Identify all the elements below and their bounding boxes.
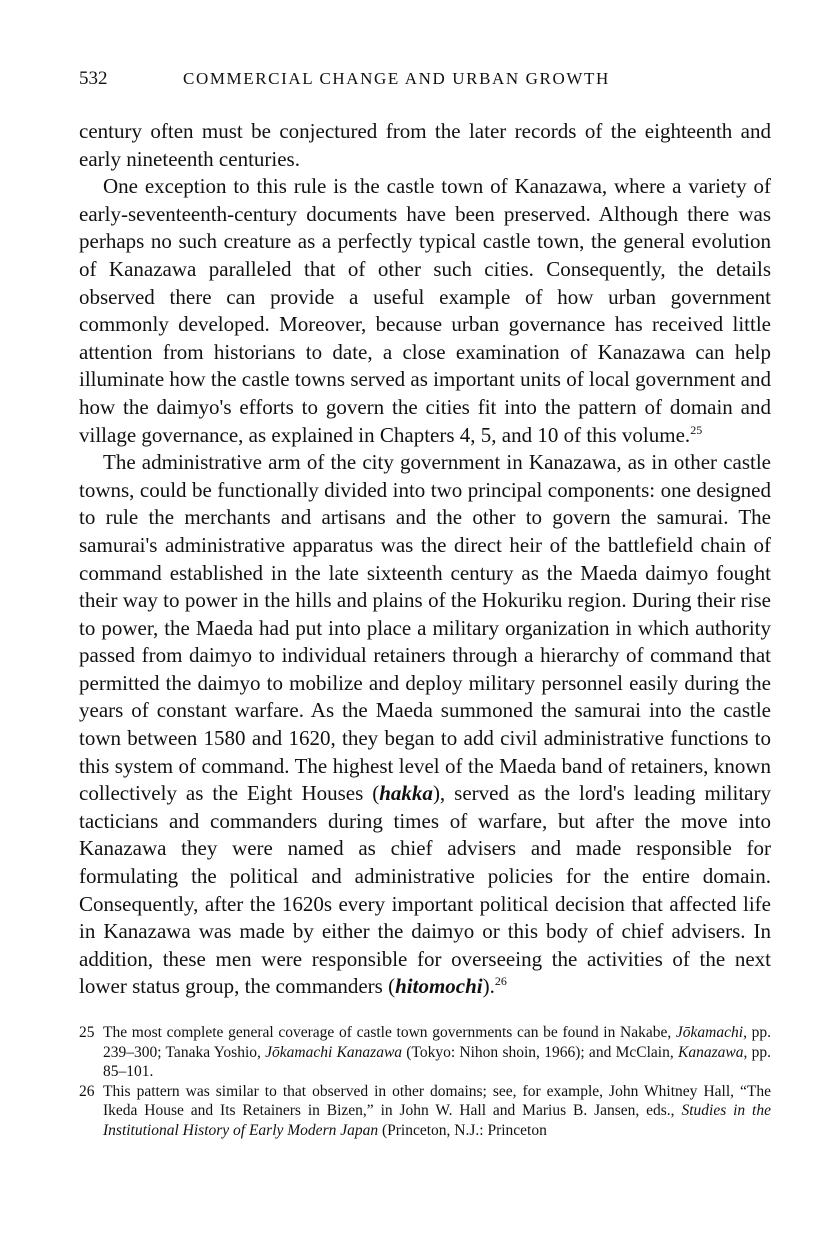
footnote-segment: (Tokyo: Nihon shoin, 1966); and McClain, xyxy=(402,1043,678,1061)
running-title: COMMERCIAL CHANGE AND URBAN GROWTH xyxy=(183,69,610,88)
paragraph-2 xyxy=(79,173,771,449)
footnote-segment: This pattern was similar to that observed in other domains; see, for example, John Whitney Hall, “The Ikeda House and Its Retainers in Bizen,” in John W. Hall and Marius B. Jansen, eds., xyxy=(103,1082,771,1119)
paragraph-text: century often must be conjectured from the later records of the eighteenth and early nineteenth centuries. xyxy=(79,119,771,171)
footnote-26 xyxy=(79,1082,771,1141)
footnote-number: 25 xyxy=(79,1024,95,1041)
term-hakka: hakka xyxy=(379,781,433,806)
footnote-title: Jōkamachi Kanazawa xyxy=(265,1043,403,1061)
term-hitomochi: hitomochi xyxy=(395,974,483,999)
paragraph-1 xyxy=(79,118,771,173)
footnote-segment: (Princeton, N.J.: Princeton xyxy=(378,1121,547,1139)
running-header xyxy=(79,68,771,98)
book-page xyxy=(79,68,771,1140)
footnote-title: Jōkamachi xyxy=(675,1024,744,1041)
paragraph-text: ), served as the lord's leading military tacticians and commanders during times of warfare, but after the move into Kanazawa they were named as chief advisers and made responsible for formulating the political and administrative policies for the entire domain. Consequently, after the 1620s every important political decision that affected life in Kanazawa was made by either the daimyo or this body of chief advisers. In addition, these men were responsible for overseeing the activities of the next lower status group, the commanders ( xyxy=(79,781,771,999)
paragraph-text: The administrative arm of the city government in Kanazawa, as in other castle towns, could be functionally divided into two principal components: one designed to rule the merchants and artisans and the other to govern the samurai. The samurai's administrative apparatus was the direct heir of the battlefield chain of command established in the late sixteenth century as the Maeda daimyo fought their way to power in the hills and plains of the Hokuriku region. During their rise to power, the Maeda had put into place a military organization in which authority passed from daimyo to individual retainers through a hierarchy of command that permitted the daimyo to mobilize and deploy military personnel easily during the years of constant warfare. As the Maeda summoned the samurai into the castle town between 1580 and 1620, they began to add civil administrative functions to this system of command. The highest level of the Maeda band of retainers, known collectively as the Eight Houses ( xyxy=(79,450,771,806)
footnote-ref-25[interactable]: 25 xyxy=(690,422,703,437)
main-text xyxy=(79,118,771,1001)
footnote-number: 26 xyxy=(79,1082,95,1100)
paragraph-text: ). xyxy=(482,974,495,999)
footnote-text xyxy=(103,1082,771,1141)
footnote-segment: , pp. 85–101. xyxy=(103,1043,771,1080)
paragraph-text: One exception to this rule is the castle town of Kanazawa, where a variety of early-seventeenth-century documents have been preserved. Although there was perhaps no such creature as a perfectly typical castle town, the general evolution of Kanazawa paralleled that of other such cities. Consequently, the details observed there can provide a useful example of how urban government commonly developed. Moreover, because urban governance has received little attention from historians to date, a close examination of Kanazawa can help illuminate how the castle towns served as important units of local government and how the daimyo's efforts to govern the cities fit into the pattern of domain and village governance, as explained in Chapters 4, 5, and 10 of this volume. xyxy=(79,174,771,447)
paragraph-3 xyxy=(79,449,771,1001)
footnotes xyxy=(79,1023,771,1140)
footnote-text xyxy=(103,1023,771,1082)
footnote-25 xyxy=(79,1023,771,1082)
footnote-ref-26[interactable]: 26 xyxy=(494,974,507,989)
footnote-segment: , pp. 239–300; Tanaka Yoshio, xyxy=(103,1024,771,1061)
footnote-segment: The most complete general coverage of castle town governments can be found in Nakabe, xyxy=(103,1024,676,1041)
footnote-title: Kanazawa xyxy=(677,1043,744,1061)
page-number: 532 xyxy=(79,68,108,89)
footnote-title: Studies in the Institutional History of Early Modern Japan xyxy=(103,1102,771,1139)
